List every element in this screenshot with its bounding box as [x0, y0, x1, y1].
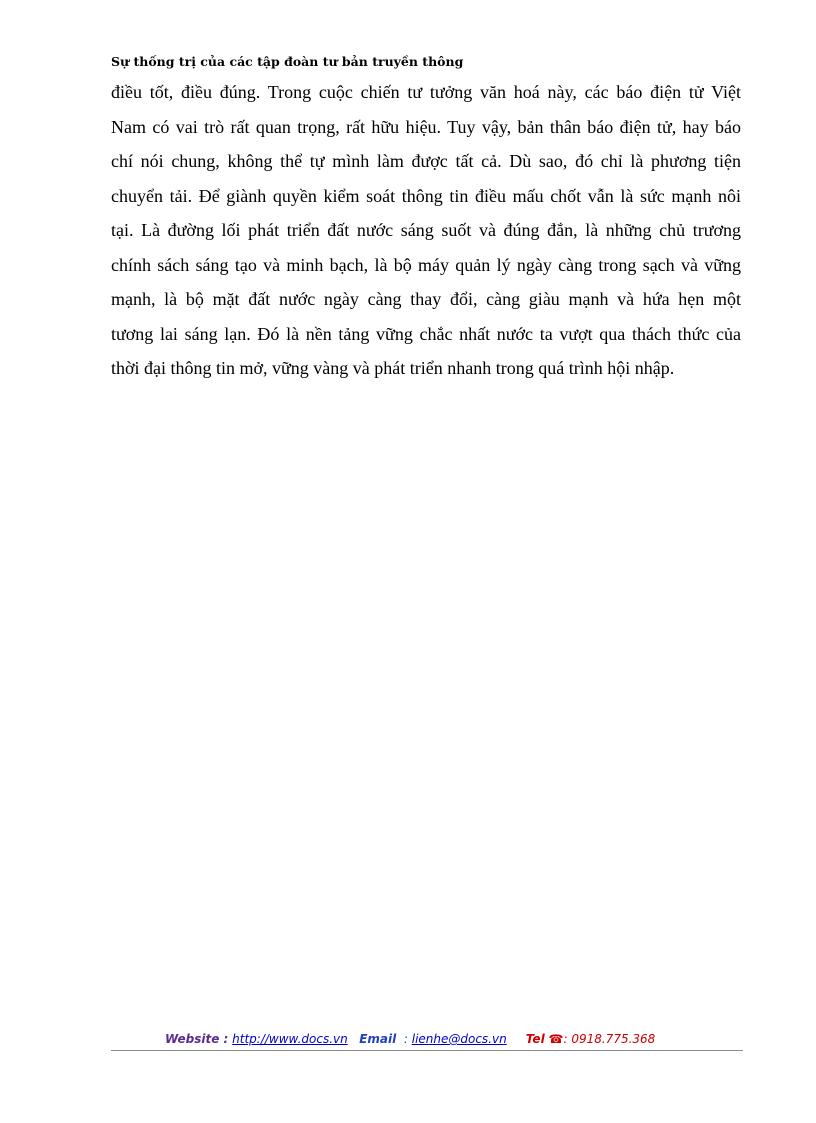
- paragraph-line: chuyển tải. Để giành quyền kiểm soát thông tin điều mấu chốt vẫn là sức mạnh nôi: [111, 185, 741, 206]
- body-paragraph: [111, 75, 741, 386]
- paragraph-line: tại. Là đường lối phát triển đất nước sáng suốt và đúng đắn, là những chủ trương: [111, 220, 741, 240]
- page-footer: [165, 1032, 655, 1046]
- paragraph-line: mạnh, là bộ mặt đất nước ngày càng thay đổi, càng giàu mạnh và hứa hẹn một: [111, 289, 741, 309]
- paragraph-line: chí nói chung, không thể tự mình làm được tất cả. Dù sao, đó chỉ là phương tiện: [111, 151, 741, 171]
- email-label: Email: [359, 1032, 397, 1046]
- paragraph-line: thời đại thông tin mở, vững vàng và phát triển nhanh trong quá trình hội nhập.: [111, 358, 675, 378]
- footer-divider: [111, 1050, 743, 1051]
- tel-label: Tel: [525, 1032, 545, 1046]
- phone-icon: ☎: [548, 1032, 564, 1046]
- paragraph-line: điều tốt, điều đúng. Trong cuộc chiến tư tưởng văn hoá này, các báo điện tử Việt: [111, 82, 741, 102]
- email-separator: :: [403, 1032, 408, 1046]
- running-header: Sự thống trị của các tập đoàn tư bản truyền thông: [111, 54, 464, 69]
- paragraph-line: chính sách sáng tạo và minh bạch, là bộ máy quản lý ngày càng trong sạch và vững: [111, 254, 741, 275]
- email-link[interactable]: lienhe@docs.vn: [411, 1032, 507, 1046]
- website-label: Website :: [165, 1032, 229, 1046]
- tel-number: : 0918.775.368: [563, 1032, 656, 1046]
- paragraph-line: tương lai sáng lạn. Đó là nền tảng vững chắc nhất nước ta vượt qua thách thức của: [111, 323, 741, 344]
- website-link[interactable]: http://www.docs.vn: [232, 1032, 348, 1046]
- paragraph-line: Nam có vai trò rất quan trọng, rất hữu hiệu. Tuy vậy, bản thân báo điện tử, hay báo: [111, 116, 741, 137]
